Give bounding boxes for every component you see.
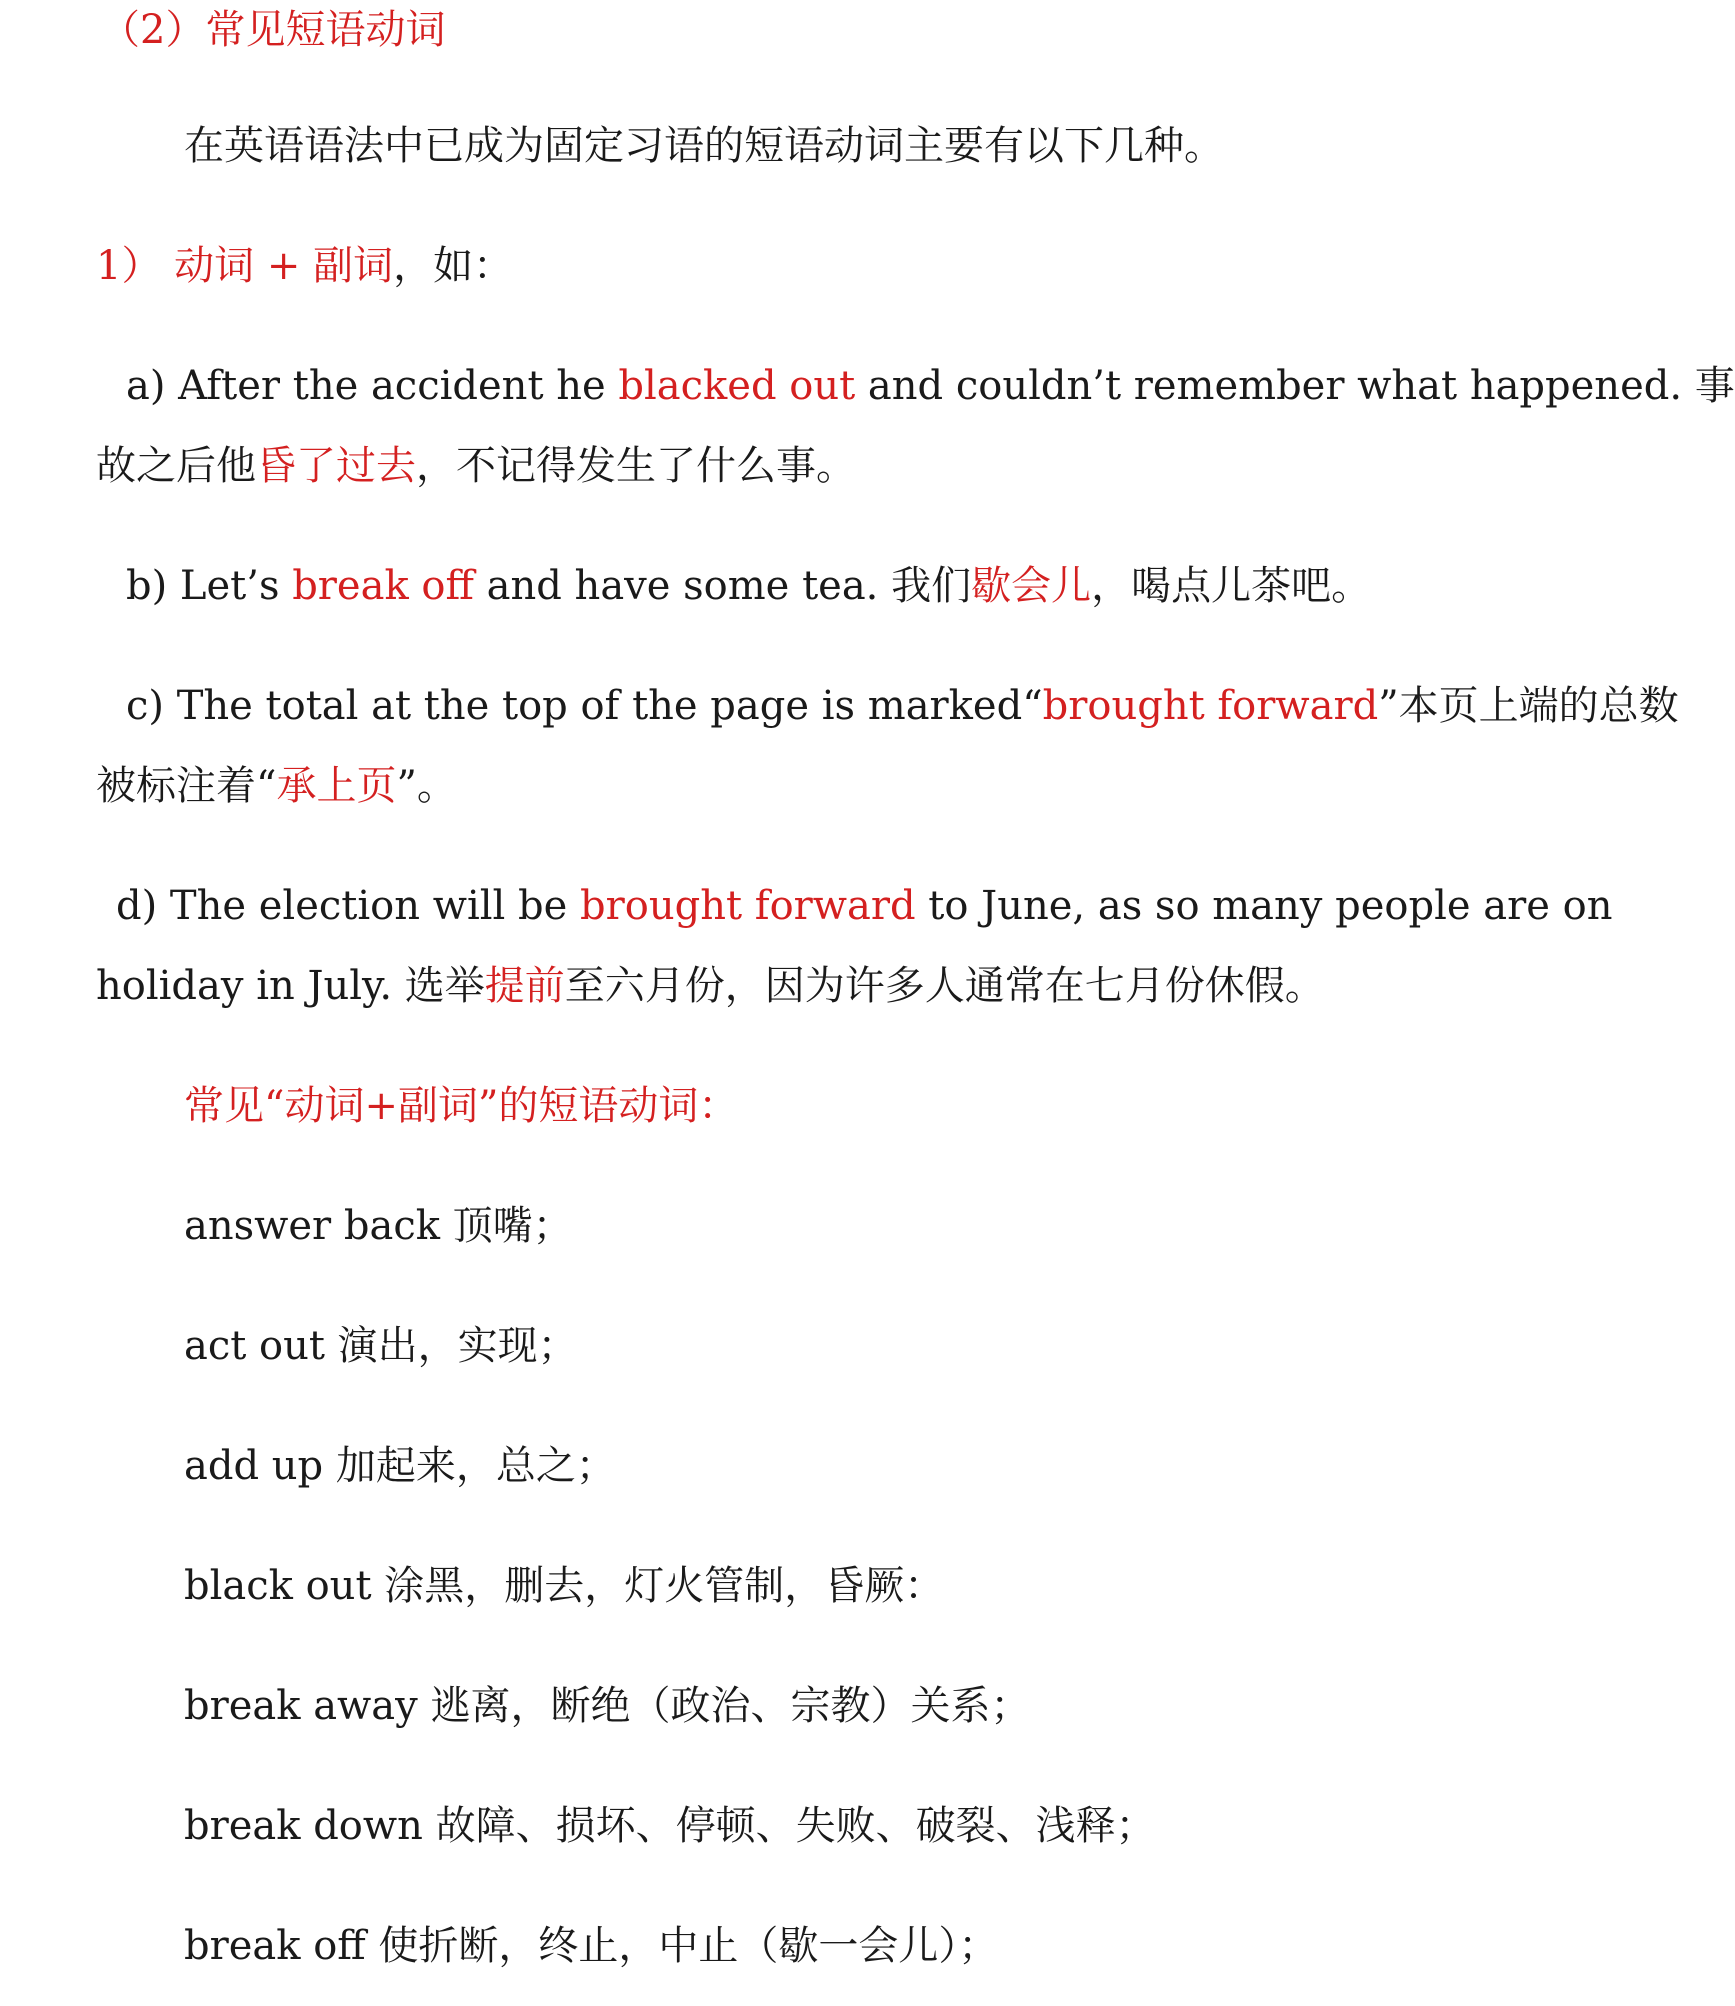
list-item: break down 故障、损坏、停顿、失败、破裂、浅释； [184,1803,1156,1849]
example-a-phrase: blacked out [618,363,856,409]
example-c-phrase-translation: 承上页 [276,763,397,809]
example-a-text: a) After the accident he [126,363,619,409]
list-item: break off 使折断，终止，中止（歇一会儿）； [184,1923,999,1969]
subheading-suffix: ，如： [393,243,514,289]
example-b-text: b) Let’s [126,563,293,609]
list-item: answer back 顶嘴； [184,1203,573,1249]
example-b-phrase-translation: 歇会儿 [971,563,1092,609]
example-d-line2 [96,958,1325,1014]
section-heading: （2）常见短语动词 [100,7,446,53]
list-item: add up 加起来，总之； [184,1443,616,1489]
example-d-translation-end: 至六月份，因为许多人通常在七月份休假。 [564,963,1325,1009]
example-c-phrase: brought forward [1042,683,1379,729]
example-a-text-end: and couldn’t remember what happened. 事 [855,363,1735,409]
example-c-line2 [96,758,457,814]
example-a-translation-end: ，不记得发生了什么事。 [416,443,856,489]
list-item: break away 逃离，断绝（政治、宗教）关系； [184,1683,1031,1729]
list-item: act out 演出，实现； [184,1323,578,1369]
example-d-phrase-translation: 提前 [484,963,565,1009]
intro-paragraph: 在英语语法中已成为固定习语的短语动词主要有以下几种。 [184,123,1224,169]
example-d-phrase: brought forward [580,883,916,929]
example-a-phrase-translation: 昏了过去 [256,443,416,489]
subheading-label: 1） 动词 + 副词 [96,243,394,289]
example-d-text: d) The election will be [116,883,581,929]
example-d-translation: holiday in July. 选举 [96,963,485,1009]
example-c-line1 [126,678,1679,734]
example-b-text-end: ，喝点儿茶吧。 [1091,563,1372,609]
subheading-verb-adverb [96,238,513,294]
list-heading: 常见“动词+副词”的短语动词： [184,1083,739,1129]
list-item: black out 涂黑，删去，灯火管制，昏厥： [184,1563,945,1609]
example-a-line2 [96,438,856,494]
example-b-text-mid: and have some tea. 我们 [473,563,972,609]
example-c-text-end: ”本页上端的总数 [1378,683,1679,729]
example-a-line1 [126,358,1735,414]
example-b [126,558,1371,614]
example-a-translation: 故之后他 [96,443,256,489]
example-c-translation-end: ”。 [396,763,457,809]
example-c-text: c) The total at the top of the page is marked“ [126,683,1043,729]
example-d-line1 [116,878,1612,934]
example-b-phrase: break off [292,563,474,609]
example-c-translation: 被标注着“ [96,763,277,809]
example-d-text-end: to June, as so many people are on [915,883,1613,929]
